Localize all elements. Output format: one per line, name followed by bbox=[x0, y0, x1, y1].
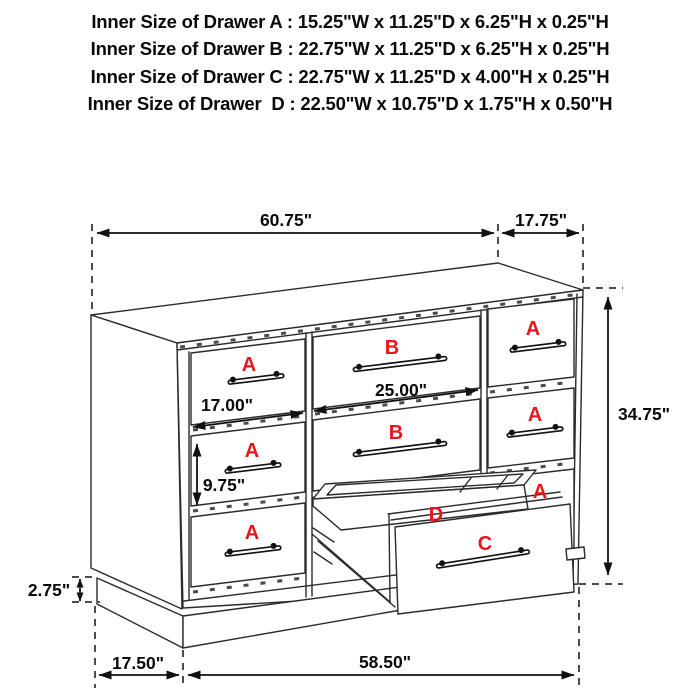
dim-label-top-depth: 17.75" bbox=[514, 210, 568, 230]
cabinet-left-side-panel bbox=[91, 315, 182, 609]
drawer-c-back-corner bbox=[389, 514, 390, 603]
label-drawer-a-left-bottom: A bbox=[244, 522, 260, 544]
label-drawer-a-left-middle: A bbox=[244, 440, 260, 462]
drawer-c-size-text: Inner Size of Drawer C : 22.75"W x 11.25"D x 4.00"H x 0.25"H bbox=[90, 65, 610, 87]
drawer-b-size-text: Inner Size of Drawer B : 22.75"W x 11.25"D x 6.25"H x 0.25"H bbox=[90, 38, 610, 60]
dim-label-base-depth: 17.50" bbox=[111, 653, 165, 673]
label-drawer-d: D bbox=[428, 504, 444, 526]
label-drawer-b-bottom: B bbox=[388, 422, 404, 444]
label-drawer-a-left-top: A bbox=[241, 354, 257, 376]
label-drawer-c: C bbox=[477, 533, 493, 555]
drawer-d-size-text: Inner Size of Drawer D : 22.50"W x 10.75"D x 1.75"H x 0.50"H bbox=[87, 93, 613, 115]
drawer-a-left-bottom bbox=[191, 503, 305, 587]
label-drawer-b-top: B bbox=[384, 337, 400, 359]
drawer-a-size-text: Inner Size of Drawer A : 15.25"W x 11.25"D x 6.25"H x 0.25"H bbox=[91, 11, 609, 32]
dim-label-middle-drawer-width: 25.00" bbox=[374, 380, 428, 400]
label-drawer-a-right-middle: A bbox=[527, 404, 543, 426]
label-drawer-a-right-bottom: A bbox=[532, 481, 548, 503]
dim-label-left-drawer-width: 17.00" bbox=[200, 395, 254, 415]
dim-label-base-height: 2.75" bbox=[27, 580, 71, 600]
glide-bracket bbox=[566, 547, 585, 560]
dim-label-top-width: 60.75" bbox=[259, 210, 313, 230]
dim-label-overall-height: 34.75" bbox=[617, 404, 671, 424]
label-drawer-a-right-top: A bbox=[525, 318, 541, 340]
dim-label-drawer-height: 9.75" bbox=[202, 475, 246, 495]
dim-label-base-width: 58.50" bbox=[358, 652, 412, 672]
